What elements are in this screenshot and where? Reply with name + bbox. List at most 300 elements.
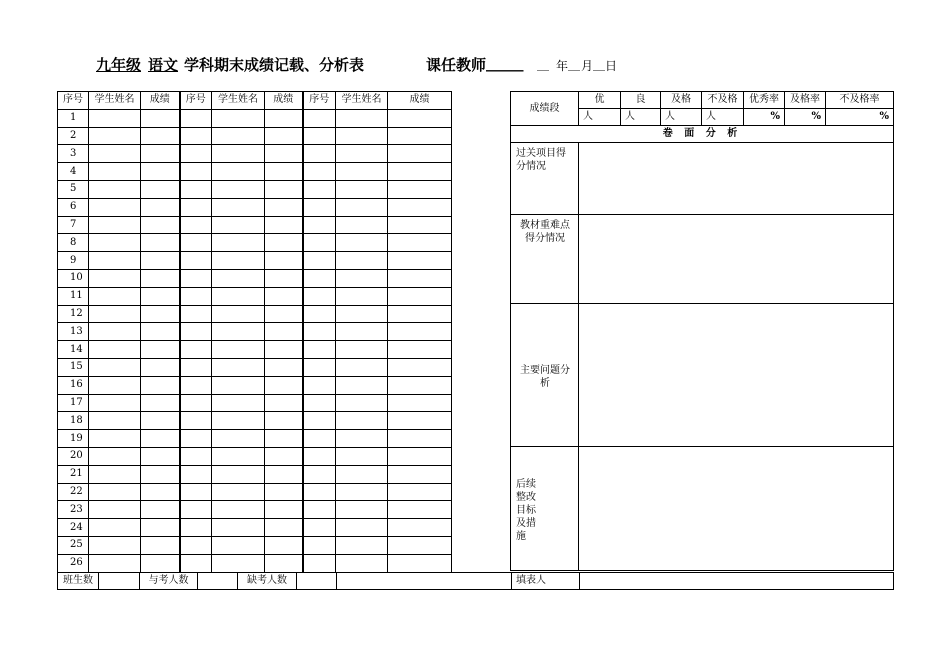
- score-cell[interactable]: [388, 252, 452, 270]
- name-cell[interactable]: [212, 198, 265, 216]
- key-points-field[interactable]: [579, 215, 894, 304]
- row-number: 3: [58, 145, 89, 163]
- title-text: 学科期末成绩记载、分析表: [184, 56, 365, 74]
- serial-cell[interactable]: [303, 305, 336, 323]
- name-cell[interactable]: [89, 501, 141, 519]
- score-cell[interactable]: [388, 287, 452, 305]
- name-cell[interactable]: [212, 412, 265, 430]
- score-cell[interactable]: [265, 483, 303, 501]
- serial-cell[interactable]: [180, 109, 212, 127]
- page-title: [0, 54, 950, 76]
- serial-cell[interactable]: [180, 216, 212, 234]
- date-blank-day[interactable]: __: [593, 57, 605, 71]
- name-cell[interactable]: [336, 501, 388, 519]
- name-cell[interactable]: [212, 358, 265, 376]
- row-number: 21: [58, 465, 89, 483]
- name-cell[interactable]: [89, 287, 141, 305]
- score-cell[interactable]: [265, 216, 303, 234]
- score-cell[interactable]: [141, 109, 180, 127]
- unit-excellent-rate[interactable]: %: [744, 109, 785, 126]
- score-cell[interactable]: [265, 536, 303, 554]
- name-cell[interactable]: [89, 376, 141, 394]
- name-cell[interactable]: [89, 234, 141, 252]
- name-cell[interactable]: [336, 180, 388, 198]
- name-cell[interactable]: [336, 519, 388, 537]
- name-cell[interactable]: [336, 376, 388, 394]
- name-cell[interactable]: [336, 234, 388, 252]
- score-cell[interactable]: [388, 180, 452, 198]
- table-row: [58, 252, 452, 270]
- serial-cell[interactable]: [303, 483, 336, 501]
- name-cell[interactable]: [336, 163, 388, 181]
- serial-cell[interactable]: [180, 287, 212, 305]
- score-cell[interactable]: [141, 252, 180, 270]
- class-count-field[interactable]: [99, 573, 140, 590]
- table-row: [58, 323, 452, 341]
- table-row: [58, 430, 452, 448]
- name-cell[interactable]: [212, 234, 265, 252]
- serial-cell[interactable]: [303, 216, 336, 234]
- serial-cell[interactable]: [303, 287, 336, 305]
- score-cell[interactable]: [141, 145, 180, 163]
- score-cell[interactable]: [141, 269, 180, 287]
- serial-cell[interactable]: [303, 341, 336, 359]
- header-pass-rate: 及格率: [785, 92, 826, 109]
- main-problems-text: 主要问题分析: [520, 365, 570, 389]
- name-cell[interactable]: [89, 358, 141, 376]
- row-number: 22: [58, 483, 89, 501]
- score-cell[interactable]: [265, 287, 303, 305]
- score-cell[interactable]: [141, 412, 180, 430]
- score-cell[interactable]: [388, 536, 452, 554]
- serial-cell[interactable]: [180, 519, 212, 537]
- table-row: [58, 287, 452, 305]
- name-cell[interactable]: [89, 430, 141, 448]
- serial-cell[interactable]: [303, 394, 336, 412]
- score-cell[interactable]: [265, 163, 303, 181]
- subject-label: 语文: [148, 56, 179, 74]
- serial-cell[interactable]: [180, 447, 212, 465]
- serial-cell[interactable]: [303, 180, 336, 198]
- score-cell[interactable]: [388, 198, 452, 216]
- serial-cell[interactable]: [180, 127, 212, 145]
- score-cell[interactable]: [388, 465, 452, 483]
- serial-cell[interactable]: [303, 127, 336, 145]
- header-pass: 及格: [661, 92, 702, 109]
- main-problems-field[interactable]: [579, 304, 894, 447]
- score-cell[interactable]: [265, 358, 303, 376]
- name-cell[interactable]: [89, 394, 141, 412]
- score-cell[interactable]: [388, 269, 452, 287]
- score-cell[interactable]: [388, 145, 452, 163]
- score-cell[interactable]: [265, 234, 303, 252]
- serial-cell[interactable]: [303, 109, 336, 127]
- serial-cell[interactable]: [180, 234, 212, 252]
- name-cell[interactable]: [212, 483, 265, 501]
- serial-cell[interactable]: [303, 252, 336, 270]
- name-cell[interactable]: [336, 198, 388, 216]
- name-cell[interactable]: [212, 216, 265, 234]
- table-row: [58, 412, 452, 430]
- serial-cell[interactable]: [180, 145, 212, 163]
- day-label: 日: [605, 59, 618, 73]
- name-cell[interactable]: [336, 145, 388, 163]
- row-number: 11: [58, 287, 89, 305]
- row-number: 10: [58, 269, 89, 287]
- row-number: 9: [58, 252, 89, 270]
- score-cell[interactable]: [141, 358, 180, 376]
- serial-cell[interactable]: [303, 554, 336, 572]
- serial-cell[interactable]: [303, 376, 336, 394]
- score-cell[interactable]: [141, 394, 180, 412]
- table-row: [58, 358, 452, 376]
- name-cell[interactable]: [89, 252, 141, 270]
- serial-cell[interactable]: [180, 269, 212, 287]
- score-cell[interactable]: [388, 501, 452, 519]
- score-cell[interactable]: [388, 109, 452, 127]
- name-cell[interactable]: [336, 252, 388, 270]
- name-cell[interactable]: [212, 554, 265, 572]
- name-cell[interactable]: [336, 109, 388, 127]
- unit-excellent[interactable]: 人: [579, 109, 621, 126]
- serial-cell[interactable]: [303, 501, 336, 519]
- key-points-text: 教材重难点得分情况: [520, 220, 570, 244]
- name-cell[interactable]: [212, 287, 265, 305]
- table-row: [58, 109, 452, 127]
- name-cell[interactable]: [336, 412, 388, 430]
- date-blank-month[interactable]: __: [568, 57, 580, 71]
- score-cell[interactable]: [265, 198, 303, 216]
- serial-cell[interactable]: [180, 252, 212, 270]
- serial-cell[interactable]: [303, 145, 336, 163]
- score-cell[interactable]: [265, 430, 303, 448]
- table-row: [58, 501, 452, 519]
- name-cell[interactable]: [212, 394, 265, 412]
- name-cell[interactable]: [336, 216, 388, 234]
- unit-good[interactable]: 人: [621, 109, 661, 126]
- table-row: [58, 341, 452, 359]
- row-number: 5: [58, 180, 89, 198]
- score-cell[interactable]: [388, 216, 452, 234]
- serial-cell[interactable]: [180, 554, 212, 572]
- teacher-blank[interactable]: _____: [486, 54, 524, 72]
- score-cell[interactable]: [141, 305, 180, 323]
- score-cell[interactable]: [141, 430, 180, 448]
- score-cell[interactable]: [265, 269, 303, 287]
- name-cell[interactable]: [336, 341, 388, 359]
- table-row: [58, 376, 452, 394]
- score-cell[interactable]: [265, 554, 303, 572]
- score-cell[interactable]: [265, 412, 303, 430]
- teacher-label: 课任教师: [426, 56, 487, 74]
- name-cell[interactable]: [89, 180, 141, 198]
- pass-items-field[interactable]: [579, 143, 894, 215]
- score-cell[interactable]: [388, 163, 452, 181]
- col-header: 序号: [180, 92, 212, 110]
- table-row: [58, 483, 452, 501]
- name-cell[interactable]: [336, 127, 388, 145]
- score-cell[interactable]: [141, 465, 180, 483]
- name-cell[interactable]: [212, 376, 265, 394]
- score-band-label: 成绩段: [511, 92, 579, 126]
- row-number: 18: [58, 412, 89, 430]
- serial-cell[interactable]: [180, 483, 212, 501]
- score-cell[interactable]: [265, 305, 303, 323]
- name-cell[interactable]: [89, 216, 141, 234]
- name-cell[interactable]: [89, 305, 141, 323]
- name-cell[interactable]: [212, 501, 265, 519]
- score-cell[interactable]: [265, 323, 303, 341]
- score-cell[interactable]: [388, 483, 452, 501]
- name-cell[interactable]: [89, 198, 141, 216]
- score-cell[interactable]: [388, 394, 452, 412]
- name-cell[interactable]: [89, 483, 141, 501]
- score-cell[interactable]: [388, 447, 452, 465]
- name-cell[interactable]: [89, 127, 141, 145]
- score-cell[interactable]: [141, 216, 180, 234]
- row-number: 25: [58, 536, 89, 554]
- score-cell[interactable]: [265, 376, 303, 394]
- unit-pass-rate[interactable]: %: [785, 109, 826, 126]
- name-cell[interactable]: [89, 145, 141, 163]
- name-cell[interactable]: [212, 145, 265, 163]
- row-number: 12: [58, 305, 89, 323]
- name-cell[interactable]: [336, 287, 388, 305]
- serial-cell[interactable]: [180, 358, 212, 376]
- name-cell[interactable]: [336, 394, 388, 412]
- col-header: 序号: [58, 92, 89, 110]
- score-cell[interactable]: [265, 447, 303, 465]
- name-cell[interactable]: [89, 163, 141, 181]
- name-cell[interactable]: [336, 483, 388, 501]
- name-cell[interactable]: [212, 519, 265, 537]
- row-number: 14: [58, 341, 89, 359]
- score-cell[interactable]: [141, 180, 180, 198]
- serial-cell[interactable]: [303, 163, 336, 181]
- score-cell[interactable]: [388, 323, 452, 341]
- name-cell[interactable]: [89, 323, 141, 341]
- serial-cell[interactable]: [303, 234, 336, 252]
- name-cell[interactable]: [336, 358, 388, 376]
- score-cell[interactable]: [141, 536, 180, 554]
- score-cell[interactable]: [388, 376, 452, 394]
- name-cell[interactable]: [212, 180, 265, 198]
- score-cell[interactable]: [141, 287, 180, 305]
- score-record-table: [57, 91, 452, 573]
- score-cell[interactable]: [265, 519, 303, 537]
- name-cell[interactable]: [89, 465, 141, 483]
- row-number: 7: [58, 216, 89, 234]
- serial-cell[interactable]: [180, 163, 212, 181]
- name-cell[interactable]: [336, 465, 388, 483]
- table-row: [58, 394, 452, 412]
- score-cell[interactable]: [388, 234, 452, 252]
- serial-cell[interactable]: [180, 180, 212, 198]
- analysis-table: [510, 91, 894, 571]
- score-cell[interactable]: [141, 234, 180, 252]
- score-cell[interactable]: [388, 430, 452, 448]
- score-cell[interactable]: [388, 358, 452, 376]
- name-cell[interactable]: [89, 269, 141, 287]
- serial-cell[interactable]: [303, 447, 336, 465]
- footer-spacer: [337, 573, 512, 590]
- name-cell[interactable]: [89, 536, 141, 554]
- score-cell[interactable]: [388, 412, 452, 430]
- name-cell[interactable]: [336, 447, 388, 465]
- row-number: 13: [58, 323, 89, 341]
- table-row: [58, 269, 452, 287]
- serial-cell[interactable]: [180, 536, 212, 554]
- serial-cell[interactable]: [303, 519, 336, 537]
- absent-count-label: 缺考人数: [238, 573, 297, 590]
- score-cell[interactable]: [265, 394, 303, 412]
- exam-count-label: 与考人数: [140, 573, 198, 590]
- row-number: 24: [58, 519, 89, 537]
- name-cell[interactable]: [212, 465, 265, 483]
- score-cell[interactable]: [265, 109, 303, 127]
- serial-cell[interactable]: [303, 358, 336, 376]
- table-row: [58, 447, 452, 465]
- serial-cell[interactable]: [303, 430, 336, 448]
- date-blank-year[interactable]: __: [537, 57, 549, 71]
- table-row: [58, 180, 452, 198]
- name-cell[interactable]: [336, 430, 388, 448]
- col-header: 学生姓名: [336, 92, 388, 110]
- score-cell[interactable]: [141, 341, 180, 359]
- row-number: 1: [58, 109, 89, 127]
- header-fail-rate: 不及格率: [826, 92, 894, 109]
- score-cell[interactable]: [388, 341, 452, 359]
- name-cell[interactable]: [336, 536, 388, 554]
- name-cell[interactable]: [212, 252, 265, 270]
- score-cell[interactable]: [265, 180, 303, 198]
- year-label: 年: [556, 59, 569, 73]
- name-cell[interactable]: [212, 341, 265, 359]
- name-cell[interactable]: [212, 163, 265, 181]
- name-cell[interactable]: [212, 269, 265, 287]
- col-header: 序号: [303, 92, 336, 110]
- name-cell[interactable]: [336, 305, 388, 323]
- serial-cell[interactable]: [303, 198, 336, 216]
- serial-cell[interactable]: [180, 501, 212, 519]
- exam-count-field[interactable]: [198, 573, 238, 590]
- unit-fail-rate[interactable]: %: [826, 109, 894, 126]
- score-cell[interactable]: [388, 554, 452, 572]
- row-number: 17: [58, 394, 89, 412]
- serial-cell[interactable]: [180, 394, 212, 412]
- score-cell[interactable]: [265, 341, 303, 359]
- score-cell[interactable]: [265, 252, 303, 270]
- score-cell[interactable]: [388, 519, 452, 537]
- name-cell[interactable]: [212, 109, 265, 127]
- row-number: 6: [58, 198, 89, 216]
- unit-pass[interactable]: 人: [661, 109, 702, 126]
- serial-cell[interactable]: [303, 536, 336, 554]
- follow-up-field[interactable]: [579, 447, 894, 571]
- table-row: [58, 216, 452, 234]
- score-cell[interactable]: [141, 163, 180, 181]
- serial-cell[interactable]: [180, 376, 212, 394]
- pass-items-label: [511, 143, 579, 215]
- score-cell[interactable]: [141, 501, 180, 519]
- table-row: [58, 465, 452, 483]
- serial-cell[interactable]: [180, 465, 212, 483]
- filled-by-field[interactable]: [580, 573, 894, 590]
- col-header: 学生姓名: [212, 92, 265, 110]
- name-cell[interactable]: [212, 323, 265, 341]
- table-row: [58, 554, 452, 572]
- name-cell[interactable]: [336, 323, 388, 341]
- paper-analysis-heading: 卷 面 分 析: [511, 126, 894, 143]
- serial-cell[interactable]: [180, 412, 212, 430]
- absent-count-field[interactable]: [297, 573, 337, 590]
- name-cell[interactable]: [212, 305, 265, 323]
- col-header: 学生姓名: [89, 92, 141, 110]
- serial-cell[interactable]: [180, 341, 212, 359]
- unit-fail[interactable]: 人: [702, 109, 744, 126]
- score-cell[interactable]: [141, 127, 180, 145]
- score-cell[interactable]: [141, 483, 180, 501]
- row-number: 8: [58, 234, 89, 252]
- name-cell[interactable]: [336, 269, 388, 287]
- score-cell[interactable]: [141, 323, 180, 341]
- header-excellent: 优: [579, 92, 621, 109]
- row-number: 2: [58, 127, 89, 145]
- serial-cell[interactable]: [303, 269, 336, 287]
- name-cell[interactable]: [212, 536, 265, 554]
- serial-cell[interactable]: [180, 323, 212, 341]
- row-number: 26: [58, 554, 89, 572]
- name-cell[interactable]: [89, 109, 141, 127]
- name-cell[interactable]: [212, 447, 265, 465]
- table-row: [58, 536, 452, 554]
- score-cell[interactable]: [265, 501, 303, 519]
- score-table-header-row: [58, 92, 452, 110]
- name-cell[interactable]: [336, 554, 388, 572]
- serial-cell[interactable]: [303, 465, 336, 483]
- score-cell[interactable]: [141, 376, 180, 394]
- name-cell[interactable]: [89, 554, 141, 572]
- row-number: 19: [58, 430, 89, 448]
- score-cell[interactable]: [141, 519, 180, 537]
- serial-cell[interactable]: [180, 198, 212, 216]
- serial-cell[interactable]: [180, 305, 212, 323]
- score-cell[interactable]: [265, 465, 303, 483]
- name-cell[interactable]: [212, 430, 265, 448]
- name-cell[interactable]: [89, 341, 141, 359]
- main-problems-label: [511, 304, 579, 447]
- table-row: [58, 519, 452, 537]
- name-cell[interactable]: [89, 519, 141, 537]
- score-cell[interactable]: [388, 127, 452, 145]
- score-cell[interactable]: [265, 145, 303, 163]
- table-row: [58, 145, 452, 163]
- score-cell[interactable]: [141, 554, 180, 572]
- table-row: [58, 127, 452, 145]
- name-cell[interactable]: [89, 447, 141, 465]
- score-cell[interactable]: [388, 305, 452, 323]
- serial-cell[interactable]: [303, 412, 336, 430]
- score-cell[interactable]: [141, 447, 180, 465]
- name-cell[interactable]: [89, 412, 141, 430]
- serial-cell[interactable]: [180, 430, 212, 448]
- grade-label: 九年级: [96, 56, 142, 74]
- score-cell[interactable]: [265, 127, 303, 145]
- serial-cell[interactable]: [303, 323, 336, 341]
- name-cell[interactable]: [212, 127, 265, 145]
- follow-up-label: [511, 447, 579, 571]
- score-cell[interactable]: [141, 198, 180, 216]
